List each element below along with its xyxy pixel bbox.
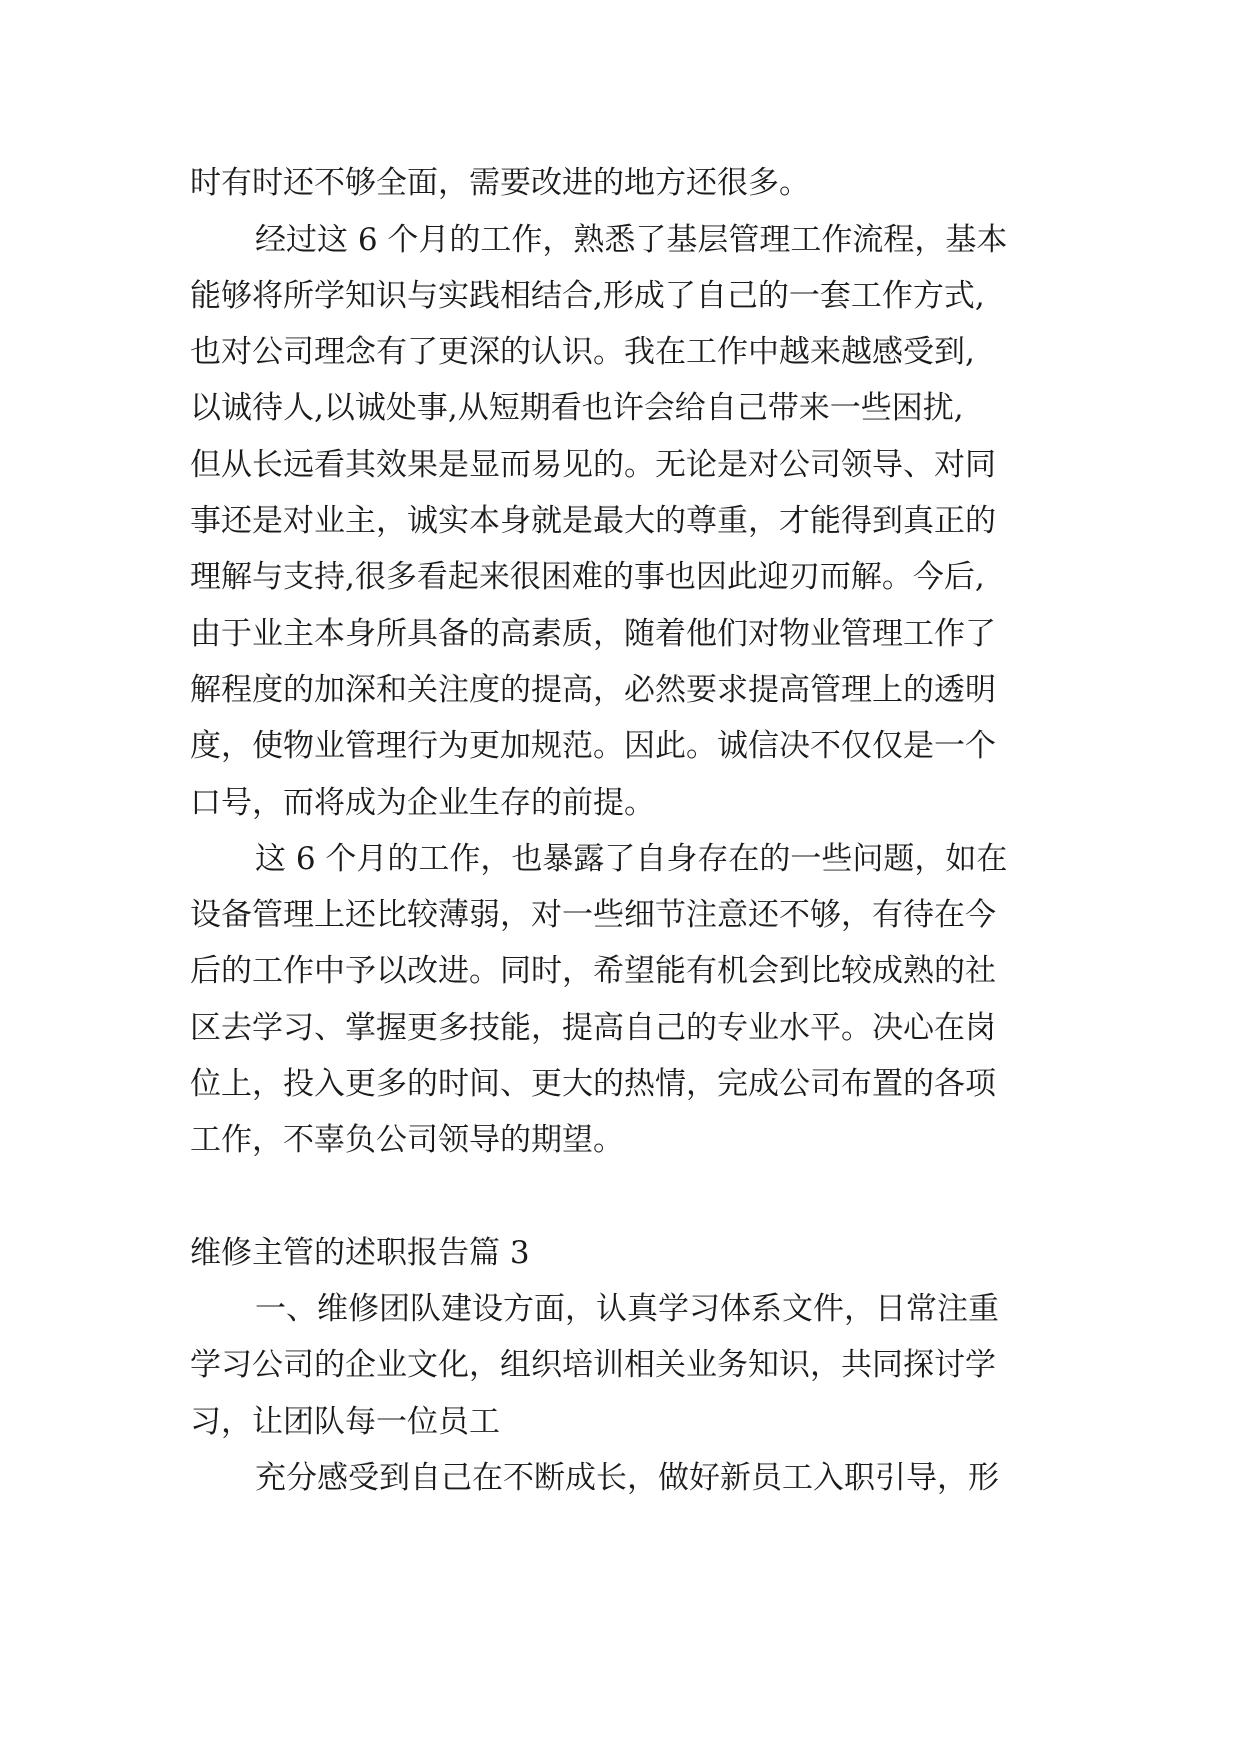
text-line-15: 后的工作中予以改进。同时，希望能有机会到比较成熟的社: [190, 953, 996, 989]
text-line-14: 设备管理上还比较薄弱，对一些细节注意还不够，有待在今: [190, 897, 996, 933]
text-line-22: 习，让团队每一位员工: [190, 1404, 500, 1440]
text-line-3: 能够将所学知识与实践相结合,形成了自己的一套工作方式,: [190, 278, 985, 314]
paragraph-first-line: 一、维修团队建设方面，认真学习体系文件，日常注重: [255, 1291, 999, 1327]
text-line-9: 由于业主本身所具备的高素质，随着他们对物业管理工作了: [190, 616, 996, 652]
paragraph-first-line: 充分感受到自己在不断成长，做好新员工入职引导，形: [255, 1460, 999, 1496]
text-line-16: 区去学习、掌握更多技能，提高自己的专业水平。决心在岗: [190, 1010, 996, 1046]
text-line-5: 以诚待人,以诚处事,从短期看也许会给自己带来一些困扰,: [190, 390, 964, 426]
text-line-12: 口号，而将成为企业生存的前提。: [190, 785, 655, 821]
text-line-21: 学习公司的企业文化，组织培训相关业务知识，共同探讨学: [190, 1347, 996, 1383]
paragraph-first-line: 这 6 个月的工作，也暴露了自身存在的一些问题，如在: [255, 841, 1008, 877]
text-line-6: 但从长远看其效果是显而易见的。无论是对公司领导、对同: [190, 447, 996, 483]
text-line-7: 事还是对业主，诚实本身就是最大的尊重，才能得到真正的: [190, 503, 996, 539]
text-line-18: 工作，不辜负公司领导的期望。: [190, 1122, 624, 1158]
text-line-8: 理解与支持,很多看起来很困难的事也因此迎刃而解。今后,: [190, 559, 985, 595]
text-line-17: 位上，投入更多的时间、更大的热情，完成公司布置的各项: [190, 1066, 996, 1102]
text-line-4: 也对公司理念有了更深的认识。我在工作中越来越感受到,: [190, 334, 975, 370]
text-line-10: 解程度的加深和关注度的提高，必然要求提高管理上的透明: [190, 672, 996, 708]
text-line-11: 度，使物业管理行为更加规范。因此。诚信决不仅仅是一个: [190, 728, 996, 764]
text-line-1: 时有时还不够全面，需要改进的地方还很多。: [190, 165, 810, 201]
section-heading: 维修主管的述职报告篇 3: [190, 1235, 530, 1271]
paragraph-first-line: 经过这 6 个月的工作，熟悉了基层管理工作流程，基本: [255, 222, 1008, 258]
